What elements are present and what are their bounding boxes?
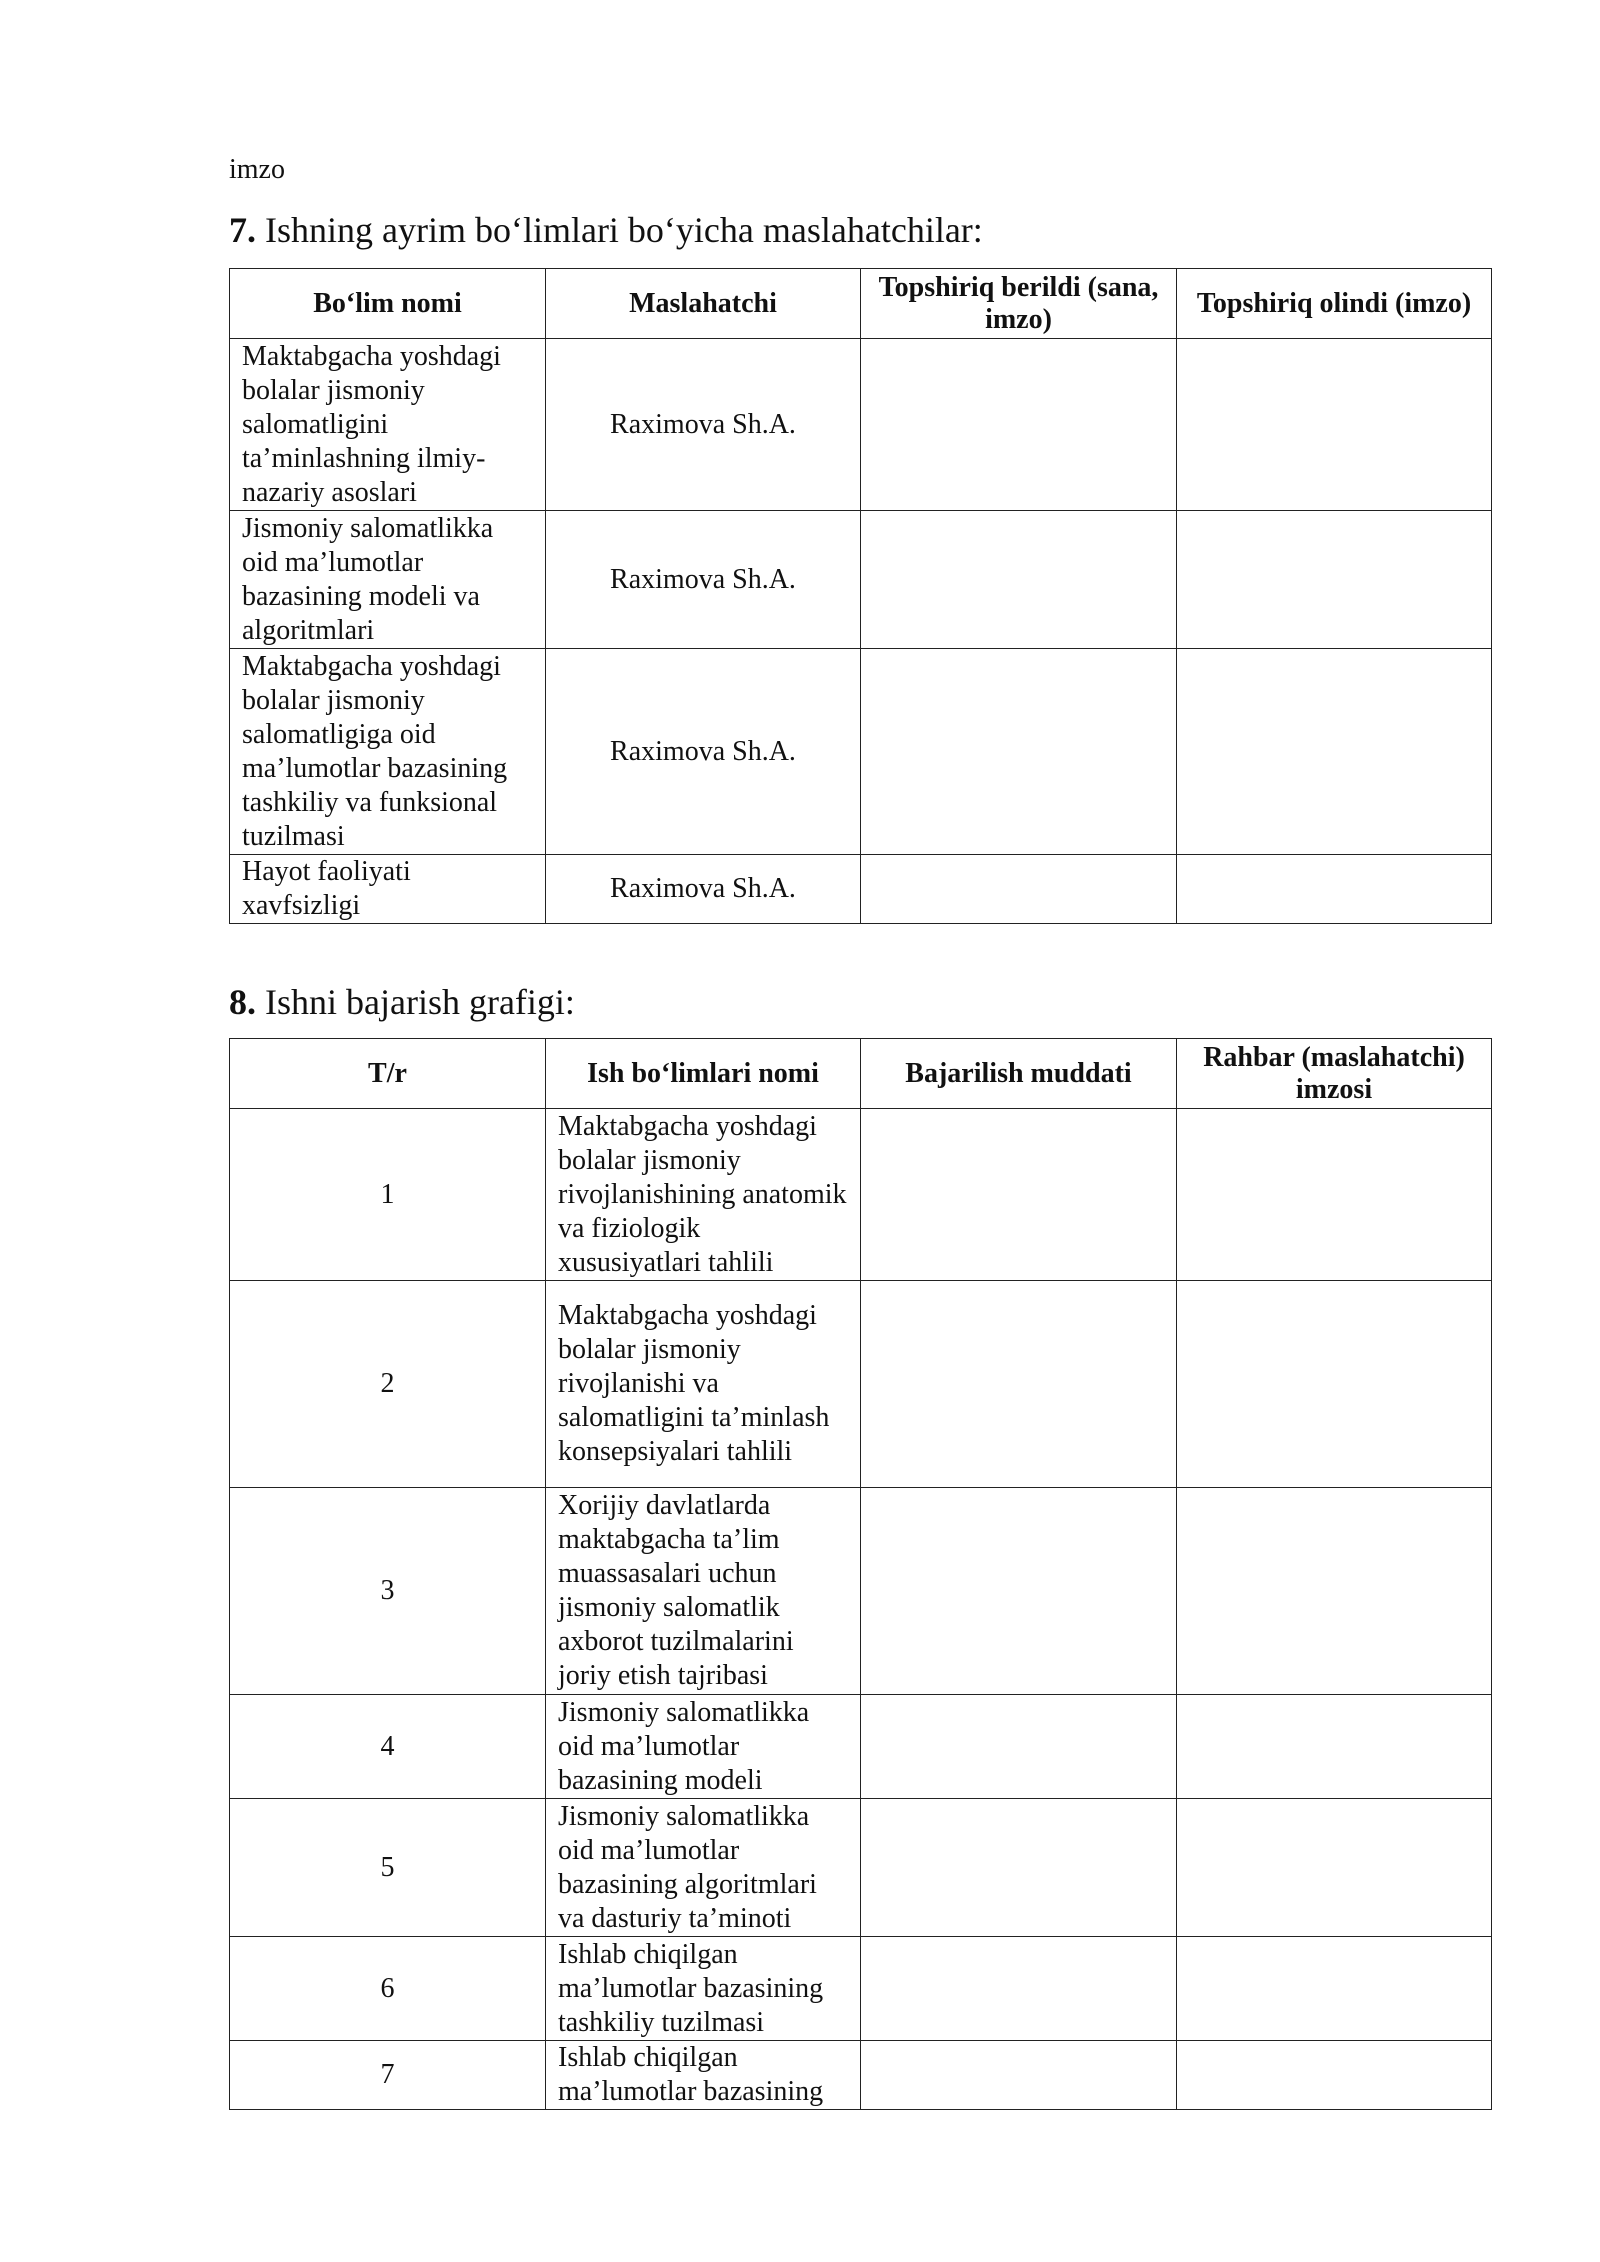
task-given-cell (861, 649, 1177, 855)
work-name-cell: Ishlab chiqilgan ma’lumotlar bazasining tashkiliy tuzilmasi (546, 1937, 861, 2041)
row-number-cell: 2 (230, 1281, 546, 1488)
table-header-row (230, 269, 1492, 339)
consultant-cell: Raximova Sh.A. (546, 855, 861, 924)
table-row (230, 649, 1492, 855)
deadline-cell (861, 1109, 1177, 1281)
section-8-heading (229, 978, 575, 1026)
signature-cell (1177, 1695, 1492, 1799)
deadline-cell (861, 2041, 1177, 2110)
section-name-cell: Jismoniy salomatlikka oid ma’lumotlar bazasining modeli va algoritmlari (230, 511, 546, 649)
task-given-cell (861, 855, 1177, 924)
consultants-table (229, 268, 1492, 924)
work-schedule-table (229, 1038, 1492, 2110)
table-header-row (230, 1039, 1492, 1109)
task-given-cell (861, 511, 1177, 649)
header-consultant: Maslahatchi (546, 269, 861, 339)
work-name-cell: Jismoniy salomatlikka oid ma’lumotlar bazasining algoritmlari va dasturiy ta’minoti (546, 1799, 861, 1937)
work-name-cell: Jismoniy salomatlikka oid ma’lumotlar bazasining modeli (546, 1695, 861, 1799)
row-number-cell: 7 (230, 2041, 546, 2110)
signature-cell (1177, 2041, 1492, 2110)
deadline-cell (861, 1695, 1177, 1799)
work-name-cell: Maktabgacha yoshdagi bolalar jismoniy rivojlanishining anatomik va fiziologik xususiyatlari tahlili (546, 1109, 861, 1281)
header-task-received: Topshiriq olindi (imzo) (1177, 269, 1492, 339)
header-task-given: Topshiriq berildi (sana, imzo) (861, 269, 1177, 339)
consultant-cell: Raximova Sh.A. (546, 339, 861, 511)
work-name-cell: Ishlab chiqilgan ma’lumotlar bazasining (546, 2041, 861, 2110)
section-name-cell: Hayot faoliyati xavfsizligi (230, 855, 546, 924)
signature-cell (1177, 1109, 1492, 1281)
table-row (230, 1488, 1492, 1695)
header-supervisor-signature: Rahbar (maslahatchi) imzosi (1177, 1039, 1492, 1109)
row-number-cell: 1 (230, 1109, 546, 1281)
task-received-cell (1177, 511, 1492, 649)
consultant-cell: Raximova Sh.A. (546, 511, 861, 649)
table-row (230, 511, 1492, 649)
signature-cell (1177, 1799, 1492, 1937)
row-number-cell: 3 (230, 1488, 546, 1695)
table-row (230, 1695, 1492, 1799)
consultant-cell: Raximova Sh.A. (546, 649, 861, 855)
signature-cell (1177, 1937, 1492, 2041)
section-7-number: 7. (229, 210, 256, 250)
task-received-cell (1177, 649, 1492, 855)
work-name-cell: Xorijiy davlatlarda maktabgacha ta’lim muassasalari uchun jismoniy salomatlik axborot tuzilmalarini joriy etish tajribasi (546, 1488, 861, 1695)
signature-cell (1177, 1488, 1492, 1695)
table-row (230, 2041, 1492, 2110)
section-name-cell: Maktabgacha yoshdagi bolalar jismoniy salomatligiga oid ma’lumotlar bazasining tashkiliy va funksional tuzilmasi (230, 649, 546, 855)
deadline-cell (861, 1488, 1177, 1695)
table-row (230, 339, 1492, 511)
table-row (230, 1937, 1492, 2041)
row-number-cell: 6 (230, 1937, 546, 2041)
deadline-cell (861, 1799, 1177, 1937)
table-row (230, 1281, 1492, 1488)
table-row (230, 1799, 1492, 1937)
header-number: T/r (230, 1039, 546, 1109)
header-deadline: Bajarilish muddati (861, 1039, 1177, 1109)
table-row (230, 1109, 1492, 1281)
section-8-title: Ishni bajarish grafigi: (265, 982, 575, 1022)
table-row (230, 855, 1492, 924)
task-received-cell (1177, 339, 1492, 511)
work-name-cell: Maktabgacha yoshdagi bolalar jismoniy rivojlanishi va salomatligini ta’minlash konsepsiyalari tahlili (546, 1281, 861, 1488)
section-8-number: 8. (229, 982, 256, 1022)
task-received-cell (1177, 855, 1492, 924)
deadline-cell (861, 1281, 1177, 1488)
section-7-heading (229, 206, 983, 254)
section-7-title: Ishning ayrim bo‘limlari bo‘yicha maslahatchilar: (265, 210, 983, 250)
deadline-cell (861, 1937, 1177, 2041)
section-name-cell: Maktabgacha yoshdagi bolalar jismoniy salomatligini ta’minlashning ilmiy-nazariy asoslari (230, 339, 546, 511)
signature-note: imzo (229, 154, 285, 185)
header-work-section-name: Ish bo‘limlari nomi (546, 1039, 861, 1109)
task-given-cell (861, 339, 1177, 511)
header-section-name: Bo‘lim nomi (230, 269, 546, 339)
row-number-cell: 4 (230, 1695, 546, 1799)
signature-cell (1177, 1281, 1492, 1488)
row-number-cell: 5 (230, 1799, 546, 1937)
